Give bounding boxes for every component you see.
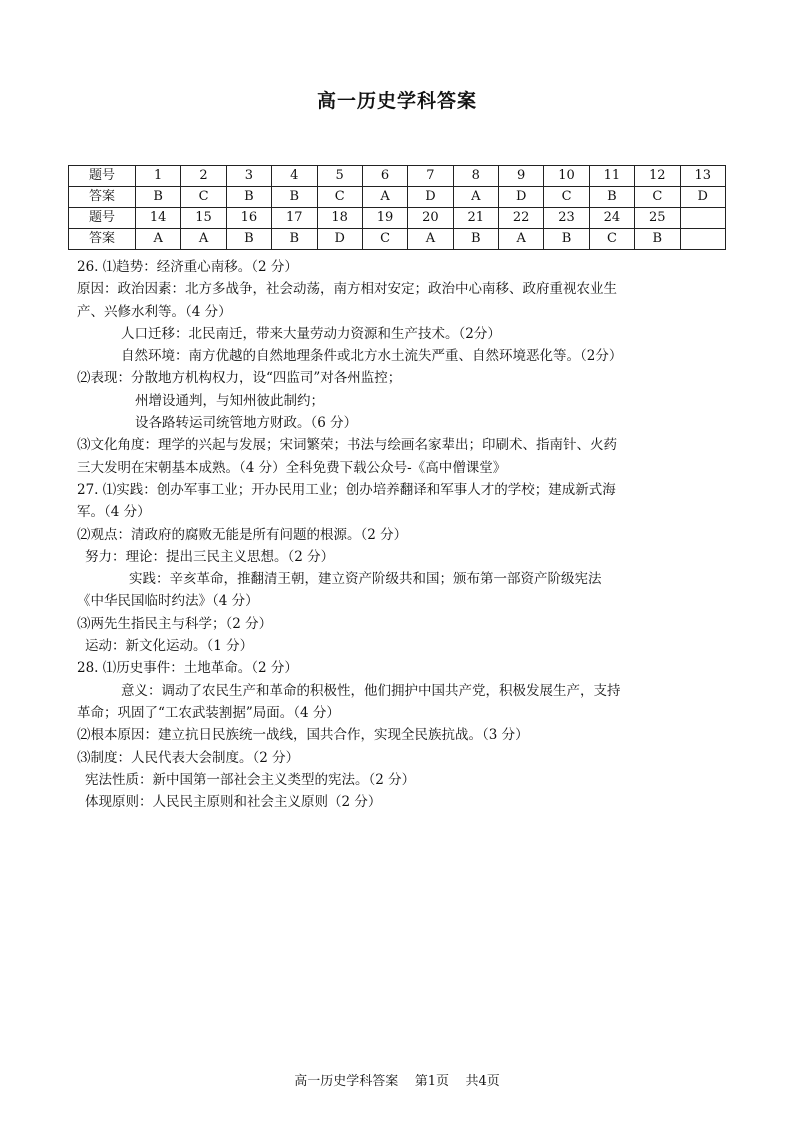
table-cell: B	[635, 229, 680, 250]
table-cell: B	[589, 187, 634, 208]
row-header: 答案	[69, 187, 136, 208]
table-cell: A	[181, 229, 226, 250]
table-cell: 21	[453, 208, 498, 229]
table-cell: 12	[635, 166, 680, 187]
table-row	[69, 187, 726, 208]
table-cell: D	[317, 229, 362, 250]
table-cell: C	[317, 187, 362, 208]
table-cell: 25	[635, 208, 680, 229]
table-cell: 23	[544, 208, 589, 229]
table-cell: B	[226, 229, 271, 250]
table-cell: 6	[362, 166, 407, 187]
table-cell: 3	[226, 166, 271, 187]
table-cell: C	[635, 187, 680, 208]
answer-line: 产、兴修水利等。（4 分）	[77, 303, 232, 320]
answer-table	[68, 165, 726, 250]
table-cell: 15	[181, 208, 226, 229]
answer-line: 27. ⑴实践：创办军事工业；开办民用工业；创办培养翻译和军事人才的学校；建成新式海	[77, 481, 616, 498]
answer-line: 26. ⑴趋势：经济重心南移。（2 分）	[77, 259, 298, 275]
table-cell: B	[226, 187, 271, 208]
answer-line: 努力：理论：提出三民主义思想。（2 分）	[85, 548, 335, 565]
table-cell: 19	[362, 208, 407, 229]
table-row	[69, 166, 726, 187]
answer-line: 原因：政治因素：北方多战争，社会动荡，南方相对安定；政治中心南移、政府重视农业生	[77, 281, 617, 298]
table-cell: C	[589, 229, 634, 250]
answer-line: 革命；巩固了“工农武装割据”局面。（4 分）	[77, 704, 340, 721]
answer-line: 宪法性质：新中国第一部社会主义类型的宪法。（2 分）	[85, 771, 416, 788]
answer-line: 实践：辛亥革命，推翻清王朝，建立资产阶级共和国；颁布第一部资产阶级宪法	[129, 571, 602, 588]
row-header: 答案	[69, 229, 136, 250]
table-cell	[680, 208, 726, 229]
table-cell: 10	[544, 166, 589, 187]
answer-line: ⑶两先生指民主与科学；（2 分）	[77, 615, 273, 632]
table-cell: A	[453, 187, 498, 208]
table-cell: 11	[589, 166, 634, 187]
answer-line: 军。（4 分）	[77, 504, 151, 521]
answer-line: 州增设通判，与知州彼此制约；	[135, 392, 324, 409]
table-cell: D	[499, 187, 544, 208]
row-header: 题号	[69, 208, 136, 229]
table-cell: 5	[317, 166, 362, 187]
table-cell: A	[499, 229, 544, 250]
table-cell: 1	[136, 166, 181, 187]
table-cell: 14	[136, 208, 181, 229]
answer-text	[77, 256, 727, 813]
table-row	[69, 229, 726, 250]
answer-line: 人口迁移：北民南迁，带来大量劳动力资源和生产技术。（2分）	[121, 325, 501, 342]
table-cell: B	[272, 187, 317, 208]
table-cell: A	[136, 229, 181, 250]
answer-line: 28. ⑴历史事件：土地革命。（2 分）	[77, 660, 298, 677]
row-header: 题号	[69, 166, 136, 187]
table-cell: 8	[453, 166, 498, 187]
table-cell: 24	[589, 208, 634, 229]
table-cell: 22	[499, 208, 544, 229]
table-cell	[680, 229, 726, 250]
table-cell: C	[362, 229, 407, 250]
answer-line: ⑶制度：人民代表大会制度。（2 分）	[77, 749, 300, 766]
table-cell: C	[544, 187, 589, 208]
answer-line: ⑵根本原因：建立抗日民族统一战线，国共合作，实现全民族抗战。（3 分）	[77, 727, 529, 744]
answer-line: 运动：新文化运动。（1 分）	[85, 638, 254, 655]
answer-line: ⑶文化角度：理学的兴起与发展；宋词繁荣；书法与绘画名家辈出；印刷术、指南针、火药	[77, 437, 617, 454]
table-cell: B	[544, 229, 589, 250]
table-cell: 17	[272, 208, 317, 229]
answer-line: 三大发明在宋朝基本成熟。（4 分）全科免费下载公众号-《高中僧课堂》	[77, 459, 507, 476]
table-cell: 4	[272, 166, 317, 187]
answer-line: ⑵观点：清政府的腐败无能是所有问题的根源。（2 分）	[77, 526, 408, 543]
table-cell: B	[136, 187, 181, 208]
answer-line: ⑵表现：分散地方机构权力，设“四监司”对各州监控；	[77, 370, 402, 387]
page-title: 高一历史学科答案	[316, 90, 477, 112]
answer-line: 体现原则：人民民主原则和社会主义原则（2 分）	[85, 794, 382, 811]
table-cell: 2	[181, 166, 226, 187]
table-cell: 13	[680, 166, 726, 187]
table-cell: 18	[317, 208, 362, 229]
answer-line: 设各路转运司统管地方财政。（6 分）	[135, 415, 358, 432]
table-cell: D	[408, 187, 453, 208]
table-cell: 9	[499, 166, 544, 187]
table-cell: 20	[408, 208, 453, 229]
table-cell: 7	[408, 166, 453, 187]
answer-line: 自然环境：南方优越的自然地理条件或北方水土流失严重、自然环境恶化等。（2分）	[121, 348, 623, 365]
table-row	[69, 208, 726, 229]
table-cell: A	[362, 187, 407, 208]
table-cell: A	[408, 229, 453, 250]
table-cell: C	[181, 187, 226, 208]
table-cell: B	[272, 229, 317, 250]
answer-line: 《中华民国临时约法》（4 分）	[77, 593, 259, 610]
table-cell: D	[680, 187, 726, 208]
answer-line: 意义：调动了农民生产和革命的积极性，他们拥护中国共产党，积极发展生产，支持	[121, 682, 621, 699]
table-cell: 16	[226, 208, 271, 229]
page-footer: 高一历史学科答案 第1页 共4页	[294, 1074, 500, 1089]
table-cell: B	[453, 229, 498, 250]
